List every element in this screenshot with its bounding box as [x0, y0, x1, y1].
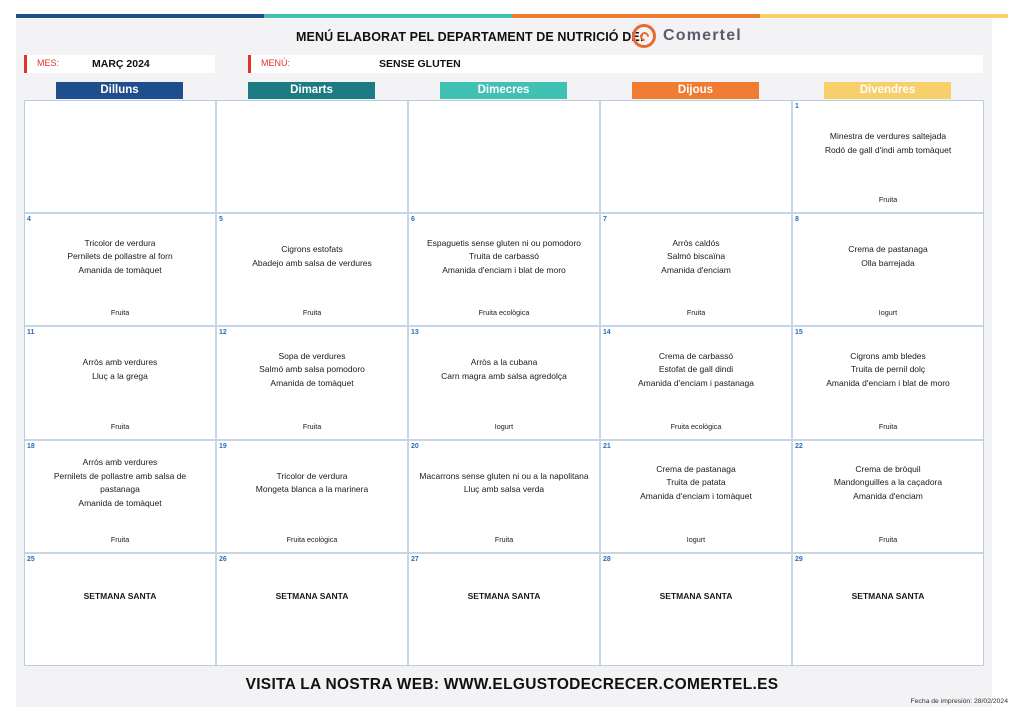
dish-list	[601, 554, 791, 639]
dish-item: Macarrons sense gluten ni ou a la napolitana	[419, 470, 589, 481]
day-number: 15	[795, 329, 803, 337]
day-cell	[25, 214, 215, 325]
dish-list	[793, 554, 983, 639]
dessert-item: Fruita	[878, 421, 898, 431]
day-number: 28	[603, 555, 611, 563]
dish-item: Truita de patata	[666, 477, 726, 488]
month-value: MARÇ 2024	[92, 58, 150, 70]
dish-list	[25, 101, 215, 186]
day-number: 6	[411, 216, 415, 224]
dish-list	[409, 554, 599, 639]
dessert-item: Iogurt	[878, 308, 898, 318]
dessert-item: Fruita	[110, 534, 130, 544]
dish-item: Arròs caldós	[672, 237, 720, 248]
holiday-label: SETMANA SANTA	[659, 590, 733, 601]
dish-item: Espaguetis sense gluten ni ou pomodoro	[426, 237, 582, 248]
dish-list	[793, 101, 983, 186]
day-number: 22	[795, 442, 803, 450]
day-cell	[793, 214, 983, 325]
dish-list	[601, 327, 791, 412]
day-number: 29	[795, 555, 803, 563]
dessert-item: Fruita	[302, 421, 322, 431]
day-cell	[601, 101, 791, 212]
dessert-item: Fruita ecològica	[478, 308, 530, 318]
dessert-item: Fruita	[494, 534, 514, 544]
dish-list	[25, 554, 215, 639]
dish-item: Lluç a la grega	[92, 370, 148, 381]
top-bar-orange	[512, 14, 760, 18]
day-cell	[793, 554, 983, 665]
weekday-divendres: Divendres	[824, 82, 951, 99]
print-date: Fecha de impresión: 28/02/2024	[910, 698, 1008, 705]
menu-value: SENSE GLUTEN	[379, 58, 461, 70]
dish-item: Truita de pernil dolç	[850, 364, 926, 375]
dish-list	[25, 214, 215, 299]
day-number: 5	[219, 216, 223, 224]
dish-item: Cigrons amb bledes	[850, 350, 926, 361]
dish-item: Cigrons estofats	[281, 244, 343, 255]
brand-name: Comertel	[663, 27, 742, 44]
dish-item: Arròs a la cubana	[470, 357, 538, 368]
day-cell	[409, 214, 599, 325]
dish-list	[793, 441, 983, 526]
day-number: 7	[603, 216, 607, 224]
dish-list	[25, 441, 215, 526]
dish-list	[217, 327, 407, 412]
day-number: 11	[27, 329, 35, 337]
dish-item: Crema de pastanaga	[656, 463, 736, 474]
dish-item: Crema de bròquil	[855, 463, 921, 474]
dish-item: Amanida d'enciam	[661, 264, 731, 275]
dish-list	[217, 554, 407, 639]
holiday-label: SETMANA SANTA	[83, 590, 157, 601]
dessert-item: Fruita	[686, 308, 706, 318]
day-cell	[25, 101, 215, 212]
day-number: 26	[219, 555, 227, 563]
day-cell	[601, 327, 791, 438]
weekday-header	[24, 82, 984, 99]
day-cell	[409, 554, 599, 665]
dish-item: pastanaga	[100, 484, 140, 495]
top-color-bar	[16, 14, 1008, 18]
month-box	[24, 55, 215, 73]
dessert-item: Fruita	[110, 421, 130, 431]
dish-list	[601, 441, 791, 526]
day-cell	[217, 554, 407, 665]
dish-item: Truita de carbassó	[468, 251, 540, 262]
dish-list	[793, 327, 983, 412]
day-cell	[217, 441, 407, 552]
day-cell	[601, 554, 791, 665]
dish-item: Olla barrejada	[861, 257, 915, 268]
dish-list	[409, 101, 599, 186]
day-number: 14	[603, 329, 611, 337]
day-number: 20	[411, 442, 419, 450]
dish-item: Amanida d'enciam i pastanaga	[638, 377, 754, 388]
dish-list	[409, 327, 599, 412]
day-number: 1	[795, 103, 799, 110]
day-cell	[25, 554, 215, 665]
dish-list	[409, 214, 599, 299]
dish-item: Tricolor de verdura	[276, 470, 348, 481]
day-cell	[25, 327, 215, 438]
dish-list	[601, 101, 791, 186]
dish-list	[601, 214, 791, 299]
day-number: 25	[27, 555, 35, 563]
day-cell	[601, 214, 791, 325]
day-cell	[409, 441, 599, 552]
menu-type-box	[248, 55, 983, 73]
dish-item: Pernilets de pollastre amb salsa de	[53, 470, 187, 481]
dish-item: Salmó amb salsa pomodoro	[259, 364, 365, 375]
dessert-item: Fruita	[302, 308, 322, 318]
day-cell	[409, 101, 599, 212]
day-cell	[793, 101, 983, 212]
weekday-dijous: Dijous	[632, 82, 759, 99]
top-bar-blue	[16, 14, 264, 18]
dish-item: Amanida de tomàquet	[78, 264, 162, 275]
dish-list	[217, 441, 407, 526]
dish-item: Amanida d'enciam i tomàquet	[640, 490, 752, 501]
day-cell	[793, 327, 983, 438]
website-banner: VISITA LA NOSTRA WEB: WWW.ELGUSTODECRECER.COMERTEL.ES	[245, 676, 779, 693]
dish-list	[793, 214, 983, 299]
dish-item: Amanida de tomàquet	[78, 497, 162, 508]
top-bar-turquoise	[264, 14, 512, 18]
dish-item: Amanida d'enciam	[853, 490, 923, 501]
day-cell	[217, 101, 407, 212]
dish-item: Arròs amb verdures	[82, 457, 158, 468]
dish-item: Sopa de verdures	[278, 350, 346, 361]
dish-item: Mongeta blanca a la marinera	[255, 484, 369, 495]
dessert-item: Fruita	[878, 195, 898, 205]
brand-logo	[632, 24, 742, 48]
dish-item: Lluç amb salsa verda	[463, 484, 545, 495]
day-cell	[601, 441, 791, 552]
dish-item: Crema de pastanaga	[848, 244, 928, 255]
dish-item: Minestra de verdures saltejada	[829, 131, 947, 142]
dish-item: Crema de carbassó	[658, 350, 734, 361]
menu-calendar-grid	[24, 100, 984, 666]
weekday-dilluns: Dilluns	[56, 82, 183, 99]
dish-item: Pernilets de pollastre al forn	[67, 251, 173, 262]
page-title: MENÚ ELABORAT PEL DEPARTAMENT DE NUTRICIÓ DE:	[296, 30, 645, 44]
dish-item: Amanida de tomàquet	[270, 377, 354, 388]
dish-item: Tricolor de verdura	[84, 237, 156, 248]
dish-item: Abadejo amb salsa de verdures	[252, 257, 372, 268]
dessert-item: Fruita ecològica	[286, 534, 338, 544]
day-number: 21	[603, 442, 611, 450]
dessert-item: Fruita	[878, 534, 898, 544]
day-cell	[217, 327, 407, 438]
day-cell	[217, 214, 407, 325]
comertel-logo-icon	[632, 24, 656, 48]
day-cell	[409, 327, 599, 438]
holiday-label: SETMANA SANTA	[275, 590, 349, 601]
dish-item: Carn magra amb salsa agredolça	[441, 370, 567, 381]
day-number: 27	[411, 555, 419, 563]
dish-item: Amanida d'enciam i blat de moro	[442, 264, 566, 275]
day-number: 13	[411, 329, 419, 337]
dessert-item: Iogurt	[494, 421, 514, 431]
day-number: 8	[795, 216, 799, 224]
day-number: 18	[27, 442, 35, 450]
dish-item: Amanida d'enciam i blat de moro	[826, 377, 950, 388]
dish-list	[217, 101, 407, 186]
dish-list	[25, 327, 215, 412]
day-number: 19	[219, 442, 227, 450]
dish-list	[409, 441, 599, 526]
day-number: 4	[27, 216, 31, 224]
menu-label: MENÚ:	[261, 58, 290, 68]
holiday-label: SETMANA SANTA	[467, 590, 541, 601]
day-cell	[25, 441, 215, 552]
dish-list	[217, 214, 407, 299]
dish-item: Arròs amb verdures	[82, 357, 158, 368]
holiday-label: SETMANA SANTA	[851, 590, 925, 601]
weekday-dimarts: Dimarts	[248, 82, 375, 99]
day-cell	[793, 441, 983, 552]
dish-item: Estofat de gall dindi	[658, 364, 734, 375]
dessert-item: Iogurt	[686, 534, 706, 544]
month-label: MES:	[37, 58, 60, 68]
dessert-item: Fruita ecològica	[670, 421, 722, 431]
dessert-item: Fruita	[110, 308, 130, 318]
dish-item: Rodó de gall d'indi amb tomàquet	[824, 144, 952, 155]
dish-item: Salmó biscaïna	[666, 251, 726, 262]
weekday-dimecres: Dimecres	[440, 82, 567, 99]
day-number: 12	[219, 329, 227, 337]
top-bar-yellow	[760, 14, 1008, 18]
dish-item: Mandonguilles a la caçadora	[833, 477, 943, 488]
